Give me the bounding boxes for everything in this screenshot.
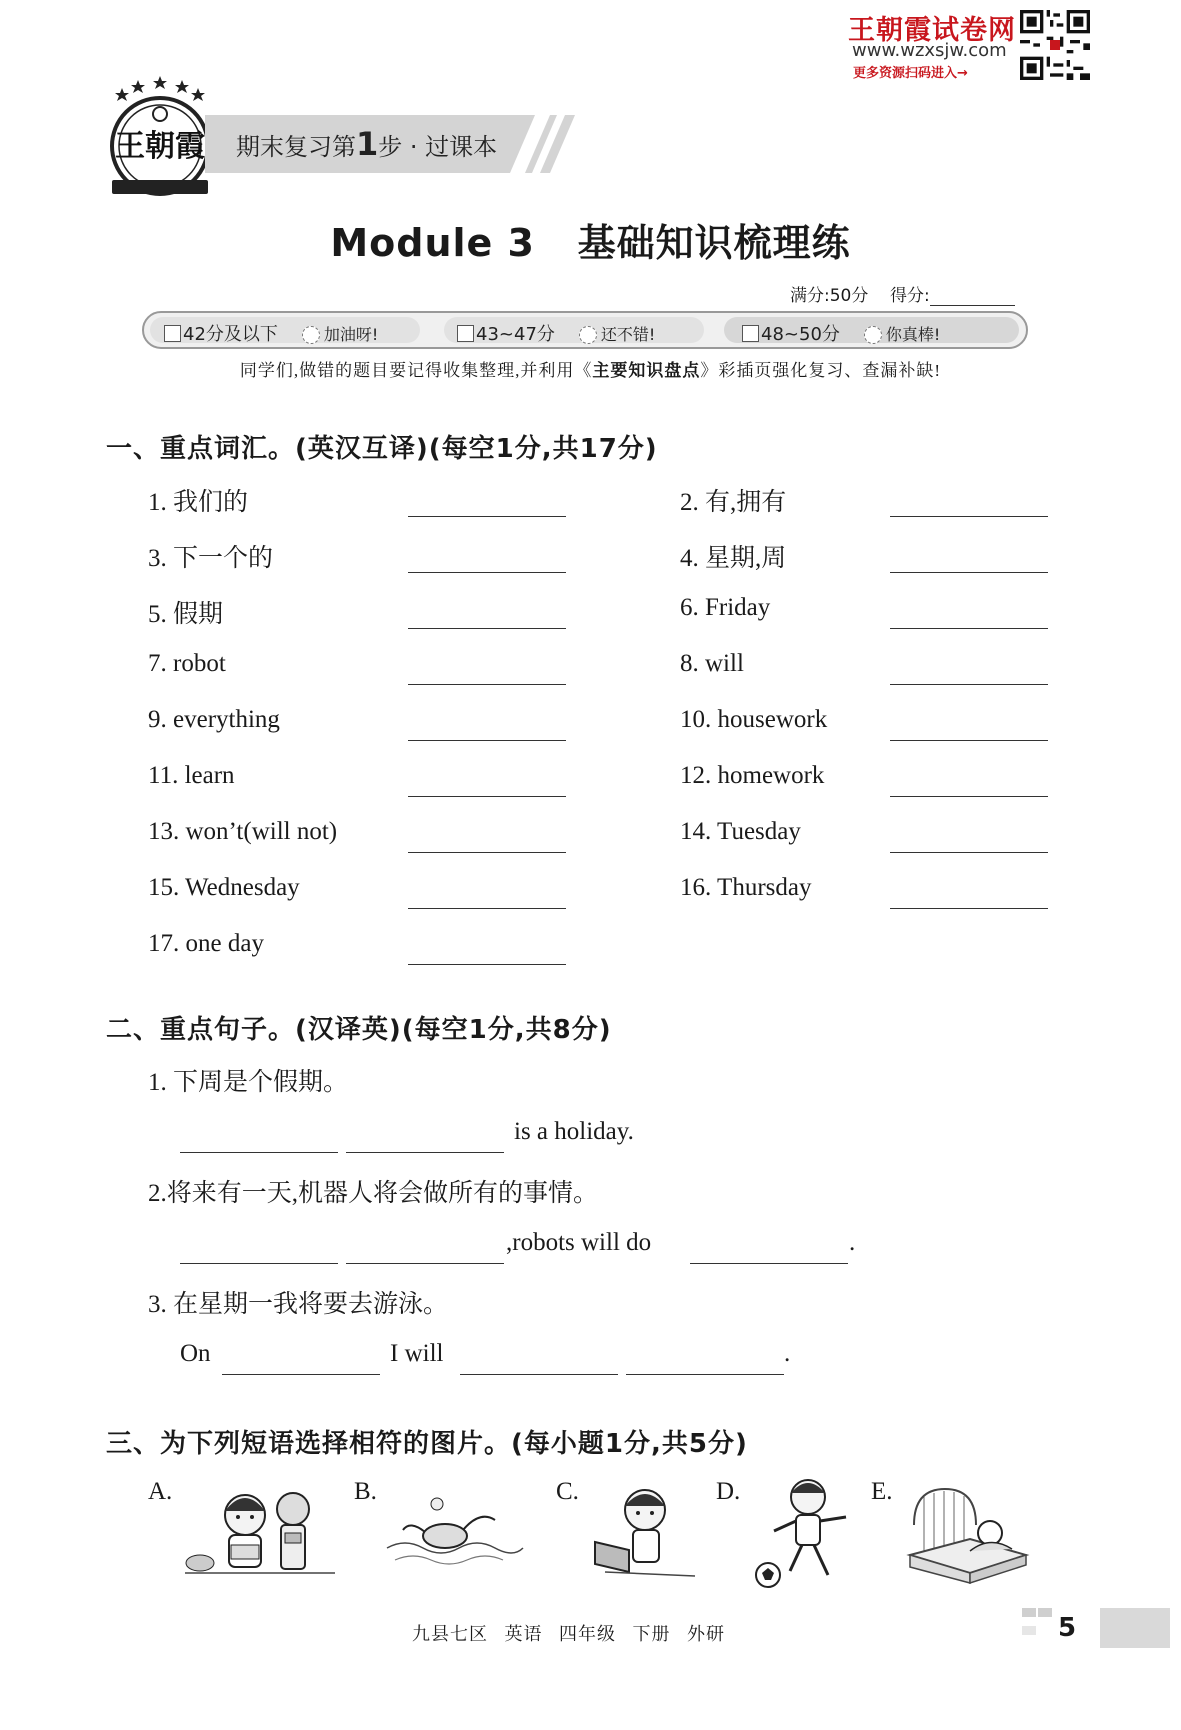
picture-label-d: D. [716, 1478, 741, 1505]
answer-blank[interactable] [408, 852, 566, 853]
seal-logo-icon [100, 74, 220, 204]
vocab-item: 15. Wednesday [148, 874, 300, 901]
answer-blank[interactable] [890, 796, 1048, 797]
answer-blank[interactable] [408, 684, 566, 685]
vocab-item: 2. 有,拥有 [680, 489, 787, 516]
sentence-q1-tail: is a holiday. [514, 1118, 634, 1145]
page-title: Module 3 基础知识梳理练 [330, 221, 851, 265]
section-1-title: 一、重点词汇。(英汉互译)(每空1分,共17分) [106, 434, 658, 464]
answer-blank[interactable] [626, 1374, 784, 1375]
vocab-item: 11. learn [148, 762, 235, 789]
answer-blank[interactable] [408, 796, 566, 797]
full-score: 满分:50分 [790, 286, 869, 306]
rating-bar [142, 311, 1028, 349]
answer-blank[interactable] [180, 1152, 338, 1153]
study-tip: 同学们,做错的题目要记得收集整理,并利用《主要知识盘点》彩插页强化复习、查漏补缺! [239, 361, 942, 380]
got-score-label: 得分: [889, 286, 930, 306]
vocab-item: 5. 假期 [148, 601, 224, 628]
qr-code-icon[interactable] [1020, 10, 1090, 80]
answer-blank[interactable] [408, 964, 566, 965]
swimming-picture-icon[interactable] [385, 1490, 525, 1570]
brand-url[interactable]: www.wzxsjw.com [852, 40, 1007, 61]
page-number-bar [1100, 1608, 1170, 1648]
answer-blank[interactable] [890, 684, 1048, 685]
sleeping-in-bed-picture-icon[interactable] [900, 1475, 1030, 1587]
sentence-q3-will: I will [390, 1340, 444, 1367]
vocab-item: 7. robot [148, 650, 226, 677]
header-banner-text: 期末复习第1步 · 过课本 [236, 125, 498, 163]
decor-dot [1022, 1626, 1036, 1635]
answer-blank[interactable] [408, 740, 566, 741]
vocab-item: 14. Tuesday [680, 818, 801, 845]
answer-blank[interactable] [408, 572, 566, 573]
decor-dot [1022, 1608, 1036, 1617]
section-3-title: 三、为下列短语选择相符的图片。(每小题1分,共5分) [106, 1429, 748, 1459]
answer-blank[interactable] [890, 516, 1048, 517]
decor-dot [1038, 1608, 1052, 1617]
sentence-q3-on: On [180, 1340, 211, 1367]
vocab-item: 1. 我们的 [148, 489, 249, 516]
picture-label-b: B. [354, 1478, 377, 1505]
rating-item-3: 48~50分 你真棒! [742, 320, 940, 346]
answer-blank[interactable] [346, 1152, 504, 1153]
vocab-item: 17. one day [148, 930, 264, 957]
picture-label-a: A. [148, 1478, 173, 1505]
checkbox[interactable] [164, 325, 181, 342]
answer-blank[interactable] [890, 740, 1048, 741]
vocab-item: 9. everything [148, 706, 280, 733]
vocab-item: 4. 星期,周 [680, 545, 787, 572]
picture-label-c: C. [556, 1478, 579, 1505]
vocab-item: 6. Friday [680, 594, 771, 621]
vocab-item: 16. Thursday [680, 874, 812, 901]
answer-blank[interactable] [408, 516, 566, 517]
picture-label-e: E. [871, 1478, 893, 1505]
boy-reading-picture-icon[interactable] [585, 1480, 705, 1580]
vocab-item: 12. homework [680, 762, 825, 789]
sentence-q1: 1. 下周是个假期。 [148, 1069, 349, 1096]
smiley-icon [864, 326, 882, 344]
answer-blank[interactable] [222, 1374, 380, 1375]
rating-item-1: 42分及以下 加油呀! [164, 320, 378, 346]
sentence-q2-end: . [849, 1229, 856, 1256]
answer-blank[interactable] [890, 572, 1048, 573]
boy-playing-football-picture-icon[interactable] [750, 1475, 860, 1590]
answer-blank[interactable] [890, 852, 1048, 853]
answer-blank[interactable] [890, 628, 1048, 629]
checkbox[interactable] [457, 325, 474, 342]
checkbox[interactable] [742, 325, 759, 342]
answer-blank[interactable] [346, 1263, 504, 1264]
score-blank[interactable] [930, 289, 1015, 306]
page-number: 5 [1058, 1613, 1077, 1643]
section-2-title: 二、重点句子。(汉译英)(每空1分,共8分) [106, 1015, 612, 1045]
sentence-q2: 2.将来有一天,机器人将会做所有的事情。 [148, 1180, 599, 1207]
answer-blank[interactable] [690, 1263, 848, 1264]
kids-reading-picture-icon[interactable] [185, 1475, 335, 1577]
vocab-item: 13. won’t(will not) [148, 818, 338, 845]
answer-blank[interactable] [180, 1263, 338, 1264]
rating-item-2: 43~47分 还不错! [457, 320, 655, 346]
sentence-q2-mid: ,robots will do [506, 1229, 652, 1256]
vocab-item: 3. 下一个的 [148, 545, 274, 572]
brand-name: 王朝霞试卷网 [848, 15, 1016, 46]
vocab-item: 8. will [680, 650, 744, 677]
answer-blank[interactable] [890, 908, 1048, 909]
sentence-q3-end: . [784, 1340, 791, 1367]
answer-blank[interactable] [408, 628, 566, 629]
vocab-item: 10. housework [680, 706, 828, 733]
answer-blank[interactable] [460, 1374, 618, 1375]
sentence-q3: 3. 在星期一我将要去游泳。 [148, 1291, 449, 1318]
seal-text: 王朝霞 [115, 129, 205, 164]
score-line [790, 281, 1015, 306]
smiley-icon [302, 326, 320, 344]
smiley-icon [579, 326, 597, 344]
footer-text: 九县七区 英语 四年级 下册 外研 [412, 1624, 725, 1644]
brand-slogan: 更多资源扫码进入→ [853, 66, 968, 81]
answer-blank[interactable] [408, 908, 566, 909]
